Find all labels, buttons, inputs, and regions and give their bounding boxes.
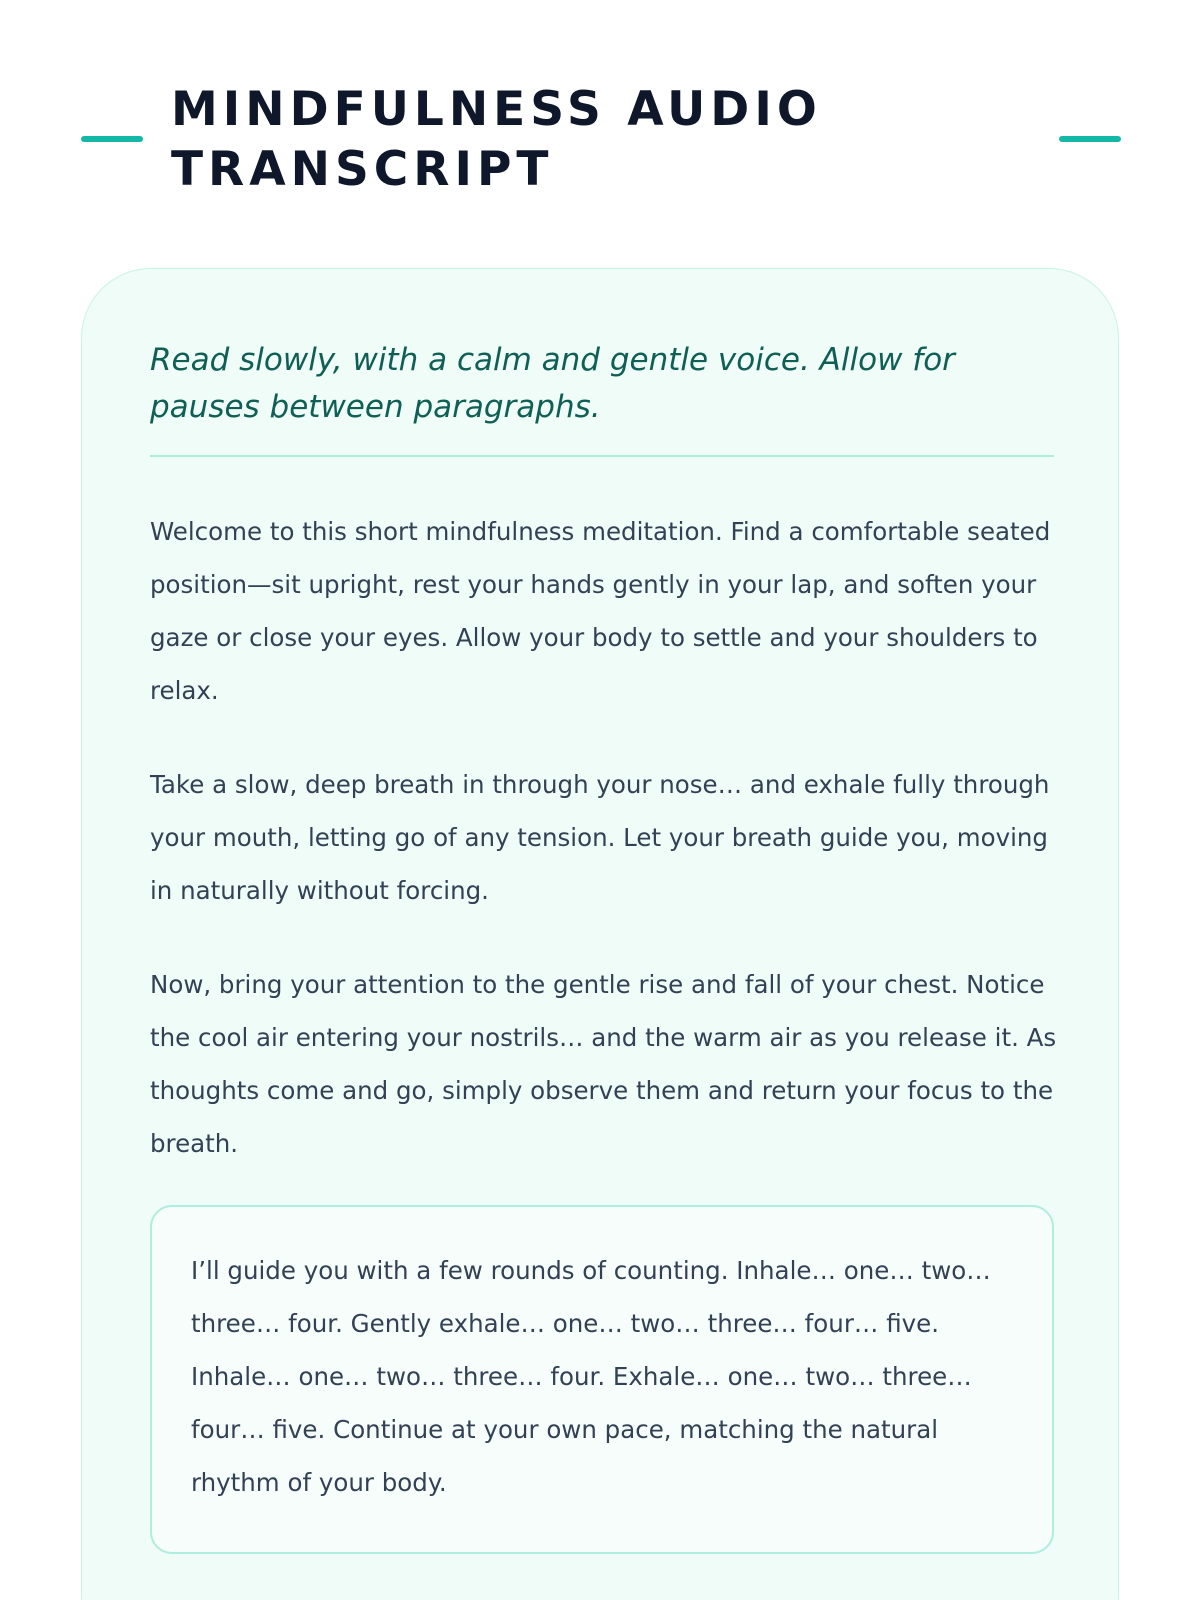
instruction-divider [150,455,1054,457]
transcript-paragraph: Welcome to this short mindfulness meditation. Find a comfortable seated position—sit upright, rest your hands gently in your lap, and soften your gaze or close your eyes. Allow your body to settle and your shoulders to relax. [150,517,1051,705]
breath-counting-box [150,1205,1054,1554]
title-accent-line-right [1059,136,1121,142]
title-accent-line-left [81,136,143,142]
transcript-card [81,268,1119,1600]
transcript-paragraph: Take a slow, deep breath in through your nose… and exhale fully through your mouth, letting go of any tension. Let your breath guide you, moving in naturally without forcing. [150,770,1050,905]
breath-counting-text: I’ll guide you with a few rounds of counting. Inhale… one… two… three… four. Gently exhale… one… two… three… four… five. Inhale… one… two… three… four. Exhale… one… two… three… four… five. Continue at your own pace, matching the natural rhythm of your body. [191,1256,991,1497]
transcript-paragraph: Now, bring your attention to the gentle rise and fall of your chest. Notice the cool air entering your nostrils… and the warm air as you release it. As thoughts come and go, simply observe them and return your focus to the breath. [150,970,1057,1158]
page-title: MINDFULNESS AUDIO TRANSCRIPT [171,82,822,197]
reading-instruction: Read slowly, with a calm and gentle voice. Allow for pauses between paragraphs. [150,342,955,425]
page-header [81,80,1121,205]
